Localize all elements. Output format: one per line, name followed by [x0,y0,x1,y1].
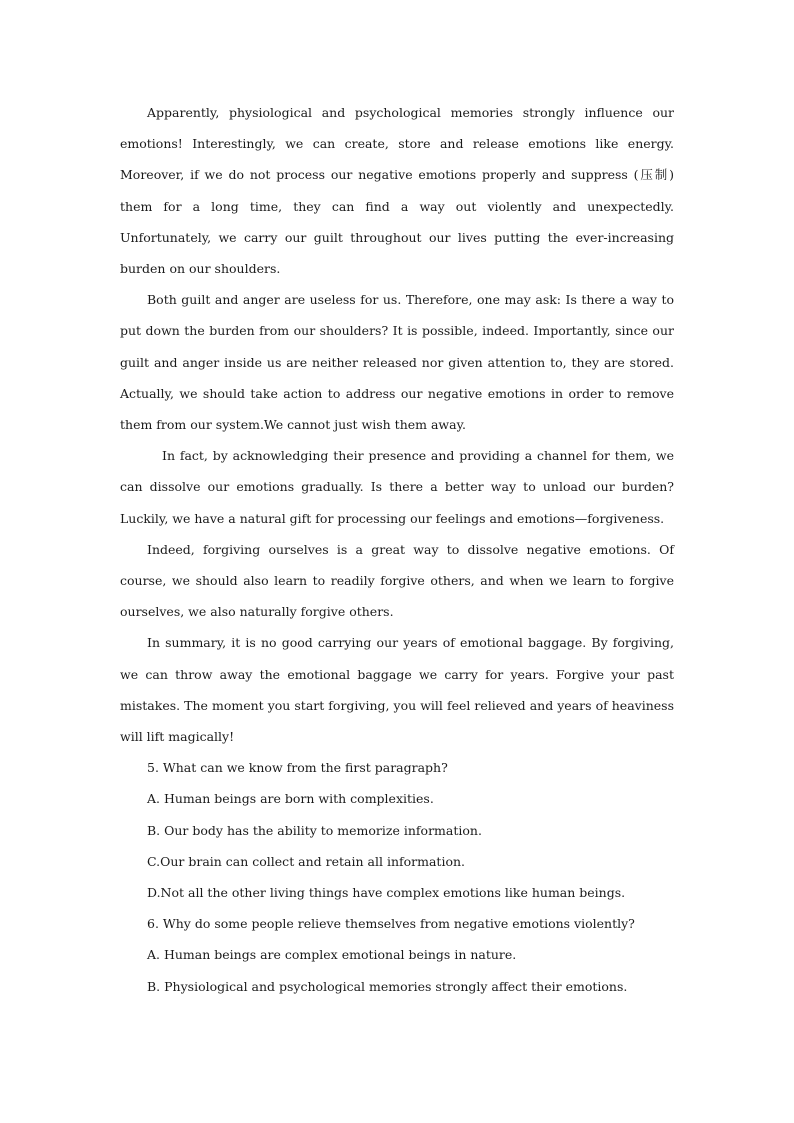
question-5-option-b: B. Our body has the ability to memorize information. [147,822,482,838]
question-list [120,752,674,1002]
passage-paragraph-4: Indeed, forgiving ourselves is a great way to dissolve negative emotions. Of course, we should also learn to readily forgive others, and when we learn to forgive ourselves, we also naturally forgive others. [120,541,674,620]
passage-paragraph-5: In summary, it is no good carrying our years of emotional baggage. By forgiving, we can throw away the emotional baggage we carry for years. Forgive your past mistakes. The moment you start forgiving, you will feel relieved and years of heaviness will lift magically! [120,635,674,745]
question-6-option-a: A. Human beings are complex emotional beings in nature. [147,947,517,963]
reading-passage [120,97,674,752]
question-5-option-c: C.Our brain can collect and retain all information. [147,853,466,869]
question-5-option-a: A. Human beings are born with complexities. [147,791,434,807]
question-5-option-d: D.Not all the other living things have complex emotions like human beings. [147,885,626,901]
question-6-stem: 6. Why do some people relieve themselves from negative emotions violently? [147,916,635,932]
passage-paragraph-1: Apparently, physiological and psychological memories strongly influence our emotions! Interestingly, we can create, store and release emotions like energy. Moreover, if we do not process our negative emotions properly and suppress (压制) them for a long time, they can find a way out violently and unexpectedly. Unfortunately, we carry our guilt throughout our lives putting the ever-increasing burden on our shoulders. [120,105,674,277]
document-page [120,97,674,1002]
question-6-option-b: B. Physiological and psychological memories strongly affect their emotions. [147,978,628,994]
passage-paragraph-2: Both guilt and anger are useless for us. Therefore, one may ask: Is there a way to put down the burden from our shoulders? It is possible, indeed. Importantly, since our guilt and anger inside us are neither released nor given attention to, they are stored. Actually, we should take action to address our negative emotions in order to remove them from our system.We cannot just wish them away. [120,292,674,433]
passage-paragraph-3: In fact, by acknowledging their presence and providing a channel for them, we can dissolve our emotions gradually. Is there a better way to unload our burden? Luckily, we have a natural gift for processing our feelings and emotions—forgiveness. [120,448,674,526]
question-5-stem: 5. What can we know from the first paragraph? [147,760,448,776]
